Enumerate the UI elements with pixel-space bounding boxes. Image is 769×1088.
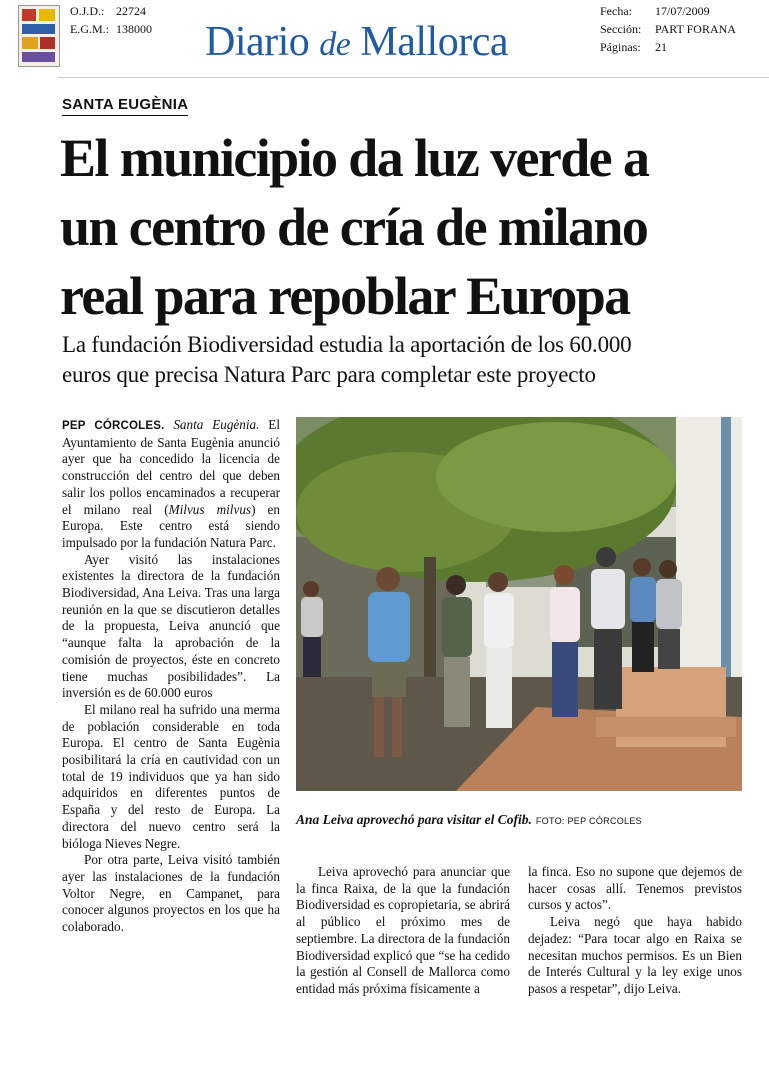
subheadline bbox=[62, 330, 762, 390]
article-paragraph: Ayer visitó las instalaciones existentes la directora de la fundación Biodiversidad, Ana Leiva. Tras una larga reunión en la que se discutieron detalles de la propuesta, Leiva anunció que “aunque falta la aprobación de la comisión de proyectos, éste en concreto tiene muchas posibilidades”. La inversión es de 60.000 euros bbox=[62, 551, 280, 701]
ojd-label: O.J.D.: bbox=[70, 4, 105, 18]
masthead bbox=[205, 18, 508, 69]
paragraph-text: ) en Europa. Este centro está siendo impulsado por la fundación Natura Parc. bbox=[62, 501, 281, 550]
dateline: Santa Eugènia. bbox=[173, 417, 260, 432]
article-paragraph: Leiva negó que haya habido dejadez: “Para tocar algo en Raixa se necesitan muchos permisos. Es un Bien de Interés Cultural y la ley exige unos pasos a respetar”, dijo Leiva. bbox=[528, 914, 742, 996]
paragraph-text: El Ayuntamiento de Santa Eugènia anunció ayer que ha concedido la licencia de construcción del centro del que deben salir los pollos encaminados a recuperar el milano real ( bbox=[62, 417, 280, 517]
article-paragraph: Por otra parte, Leiva visitó también ayer las instalaciones de la fundación Voltor Negre, en Campanet, para conocer algunos proyectos en los que ha colaborado. bbox=[62, 852, 280, 935]
seccion-label: Sección: bbox=[600, 22, 642, 36]
article-column-3 bbox=[528, 864, 742, 998]
article-column-1 bbox=[62, 417, 280, 936]
egm-value: 138000 bbox=[116, 22, 152, 36]
ojd-row bbox=[70, 3, 146, 19]
article-paragraph: la finca. Eso no supone que dejemos de hacer cosas allí. Tenemos previstos cursos y actos”. bbox=[528, 864, 742, 913]
masthead-de: de bbox=[319, 26, 351, 63]
headline bbox=[60, 124, 760, 331]
article-paragraph bbox=[62, 417, 280, 552]
paginas-row bbox=[600, 39, 667, 55]
article-paragraph: Leiva aprovechó para anunciar que la finca Raixa, de la que la fundación Biodiversidad es copropietaria, se abrirá al público el próximo mes de septiembre. La directora de la fundación Biodiversidad explicó que “se ha cedido la gestión al Consell de Mallorca como entidad más próxima físicamente a bbox=[296, 864, 510, 996]
fecha-row bbox=[600, 3, 710, 19]
paginas-label: Páginas: bbox=[600, 40, 641, 54]
subheadline-line: La fundación Biodiversidad estudia la aportación de los 60.000 bbox=[62, 332, 632, 357]
seccion-row bbox=[600, 21, 736, 37]
masthead-diario: Diario bbox=[205, 19, 320, 65]
photo-caption bbox=[296, 812, 766, 828]
photo-credit: FOTO: PEP CÓRCOLES bbox=[535, 816, 642, 826]
egm-label: E.G.M.: bbox=[70, 22, 109, 36]
publication-logo bbox=[18, 5, 60, 67]
paginas-value: 21 bbox=[655, 40, 667, 54]
fecha-label: Fecha: bbox=[600, 4, 632, 18]
section-label: SANTA EUGÈNIA bbox=[62, 96, 188, 116]
ojd-value: 22724 bbox=[116, 4, 146, 18]
headline-line: real para repoblar Europa bbox=[60, 266, 630, 326]
subheadline-line: euros que precisa Natura Parc para completar este proyecto bbox=[62, 362, 596, 387]
egm-row bbox=[70, 21, 152, 37]
headline-line: un centro de cría de milano bbox=[60, 197, 648, 257]
fecha-value: 17/07/2009 bbox=[655, 4, 710, 18]
article-photo bbox=[296, 417, 742, 791]
masthead-mallorca: Mallorca bbox=[350, 19, 508, 65]
caption-text: Ana Leiva aprovechó para visitar el Cofib. bbox=[296, 812, 532, 827]
species-name: Milvus milvus bbox=[168, 501, 252, 517]
article-paragraph: El milano real ha sufrido una merma de población considerable en toda Europa. El centro de Santa Eugènia posibilitará la cría en cautividad con un total de 19 individuos que ya han sido adquiridos en diferentes puntos de España y del resto de Europa. La directora del nuevo centro será la bióloga Nieves Negre. bbox=[62, 701, 280, 851]
headline-line: El municipio da luz verde a bbox=[60, 128, 649, 188]
header-divider bbox=[58, 77, 769, 78]
article-column-2 bbox=[296, 864, 510, 998]
seccion-value: PART FORANA bbox=[655, 22, 736, 36]
byline: PEP CÓRCOLES. bbox=[62, 420, 165, 432]
